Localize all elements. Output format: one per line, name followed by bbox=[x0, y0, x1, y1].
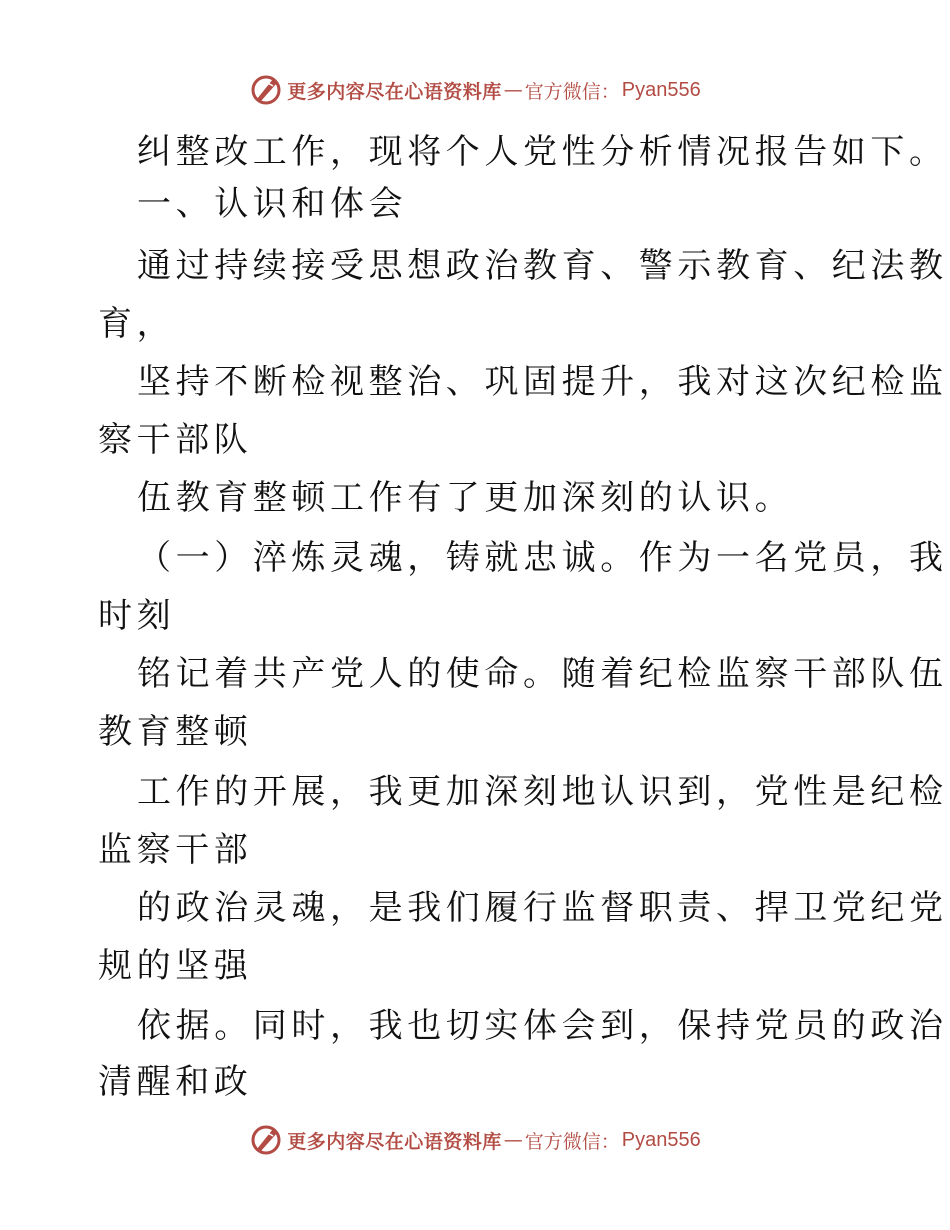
logo-icon bbox=[249, 73, 283, 107]
header-banner bbox=[0, 70, 950, 110]
body-line: 清醒和政 bbox=[98, 1062, 253, 1102]
section-heading: 一、认识和体会 bbox=[137, 184, 408, 224]
banner-text: 更多内容尽在心语资料库 bbox=[287, 80, 502, 103]
banner-wechat-label: 官方微信： bbox=[524, 1130, 620, 1153]
body-line: 时刻 bbox=[98, 596, 176, 636]
banner-text: 更多内容尽在心语资料库 bbox=[287, 1130, 502, 1153]
footer-banner bbox=[0, 1120, 950, 1160]
body-line: 的政治灵魂，是我们履行监督职责、捍卫党纪党 bbox=[137, 888, 948, 928]
body-line: 规的坚强 bbox=[98, 946, 253, 986]
body-line: 纠整改工作，现将个人党性分析情况报告如下。 bbox=[137, 132, 948, 172]
body-line: 坚持不断检视整治、巩固提升，我对这次纪检监 bbox=[137, 362, 948, 402]
body-line: 察干部队 bbox=[98, 420, 253, 460]
banner-wechat-id: Pyan556 bbox=[621, 78, 701, 101]
banner-wechat-id: Pyan556 bbox=[621, 1128, 701, 1151]
banner-separator: — bbox=[503, 1129, 523, 1151]
body-line: 育， bbox=[98, 304, 176, 344]
subsection-heading: （一）淬炼灵魂，铸就忠诚。作为一名党员，我 bbox=[137, 538, 948, 578]
logo-icon bbox=[249, 1123, 283, 1157]
banner-separator: — bbox=[503, 79, 523, 101]
banner-wechat-label: 官方微信： bbox=[524, 80, 620, 103]
body-line: 伍教育整顿工作有了更加深刻的认识。 bbox=[137, 478, 794, 518]
body-line: 监察干部 bbox=[98, 830, 253, 870]
document-body bbox=[0, 120, 950, 1100]
body-line: 铭记着共产党人的使命。随着纪检监察干部队伍 bbox=[137, 654, 948, 694]
body-line: 通过持续接受思想政治教育、警示教育、纪法教 bbox=[137, 246, 948, 286]
body-line: 依据。同时，我也切实体会到，保持党员的政治 bbox=[137, 1006, 948, 1046]
body-line: 教育整顿 bbox=[98, 712, 253, 752]
body-line: 工作的开展，我更加深刻地认识到，党性是纪检 bbox=[137, 772, 948, 812]
